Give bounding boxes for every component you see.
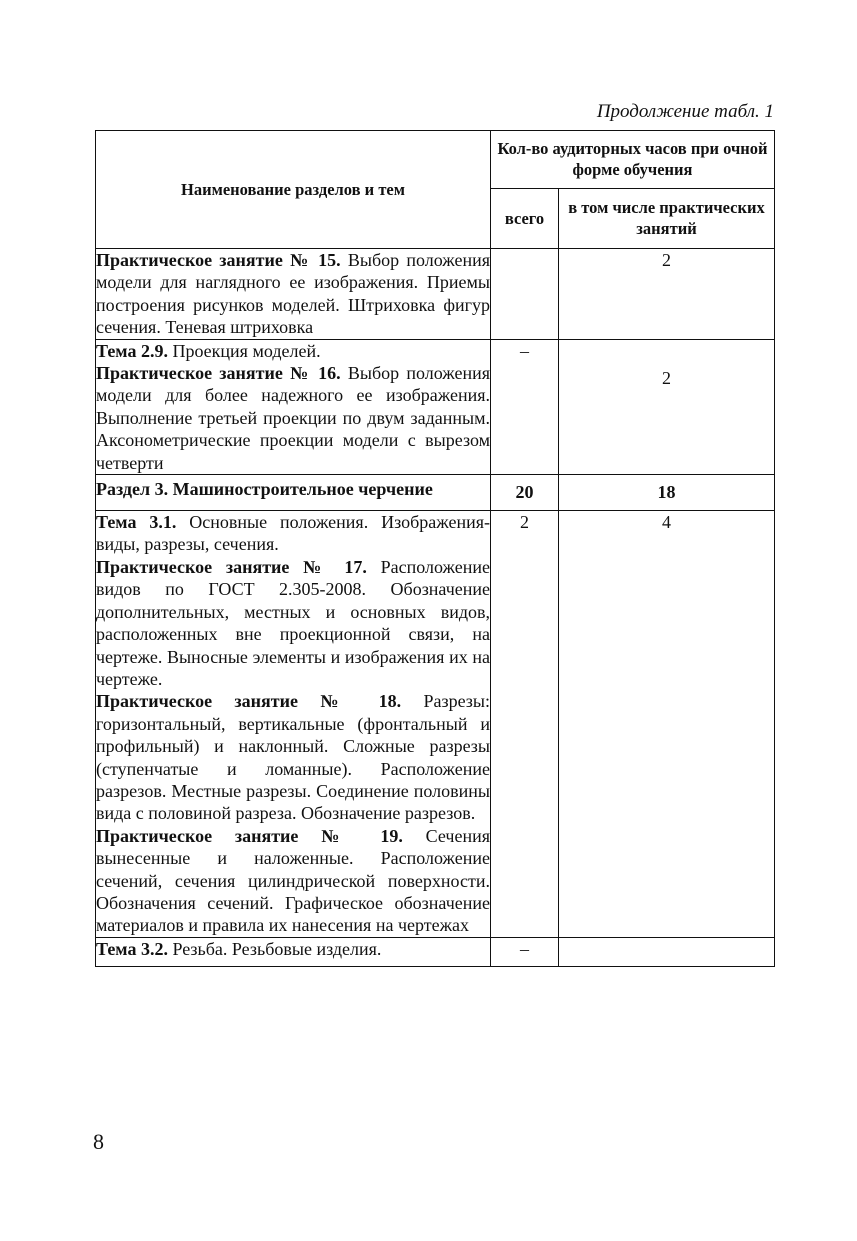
lesson-text: Расположение видов по ГОСТ 2.305-2008. Обозначение дополнительных, местных и основных видов, расположенных вне проекционной связи, на чертеже. Выносные элементы и изображения их на чертеже.	[96, 556, 490, 689]
lesson-label: Практическое занятие № 18.	[96, 691, 402, 712]
table-row	[96, 511, 775, 938]
section-total-hours: 20	[491, 475, 559, 511]
header-section-names: Наименование разделов и тем	[96, 131, 491, 249]
table-row	[96, 339, 775, 474]
lesson-text: Выбор положения модели для наглядного ее изображения. Приемы построения рисунков моделей. Штриховка фигур сечения. Теневая штриховка	[96, 250, 491, 338]
total-hours: 2	[491, 511, 559, 938]
practical-hours: 2	[559, 339, 775, 474]
lesson-text: Сечения вынесенные и наложенные. Расположение сечений, сечения цилиндрической поверхности. Обозначения сечений. Графическое обозначение материалов и правила их нанесения на чертежах	[96, 825, 491, 936]
topic-label: Тема 3.2.	[96, 938, 168, 959]
page-number: 8	[93, 1129, 104, 1154]
lesson-label: Практическое занятие № 15.	[96, 250, 341, 270]
topic-text: Резьба. Резьбовые изделия.	[167, 938, 382, 959]
curriculum-table	[95, 130, 775, 967]
header-total: всего	[491, 188, 559, 248]
topic-label: Тема 3.1.	[96, 512, 177, 533]
table-row	[96, 937, 775, 966]
row-description	[96, 249, 491, 340]
lesson-text: Разрезы: горизонтальный, вертикальные (фронтальный и профильный) и наклонный. Сложные разрезы (ступенчатые и ломанные). Расположение разрезов. Местные разрезы. Соединение половины вида с половиной разреза. Обозначение разрезов.	[96, 691, 491, 824]
header-practical: в том числе практических занятий	[559, 188, 775, 248]
lesson-label: Практическое занятие № 19.	[96, 825, 403, 846]
practical-hours: 4	[559, 511, 775, 938]
lesson-label: Практическое занятие № 17.	[96, 556, 367, 577]
header-hours: Кол-во аудиторных часов при очной форме обучения	[491, 131, 775, 189]
total-hours: –	[491, 339, 559, 474]
section-row	[96, 475, 775, 511]
total-hours: –	[491, 937, 559, 966]
row-description	[96, 339, 491, 474]
topic-text: Проекция моделей.	[167, 340, 321, 361]
topic-label: Тема 2.9.	[96, 340, 168, 361]
table-caption: Продолжение табл. 1	[596, 101, 774, 122]
row-description	[96, 511, 491, 938]
topic-text: Основные положения. Изображения-виды, разрезы, сечения.	[96, 512, 490, 555]
total-hours	[491, 249, 559, 340]
practical-hours	[559, 937, 775, 966]
row-description	[96, 937, 491, 966]
section-title: Раздел 3. Машиностроительное черчение	[96, 475, 491, 511]
lesson-label: Практическое занятие № 16.	[96, 363, 341, 384]
lesson-text: Выбор положения модели для более надежного ее изображения. Выполнение третьей проекции по двум заданным. Аксонометрические проекции модели с вырезом четверти	[96, 363, 491, 473]
section-practical-hours: 18	[559, 475, 775, 511]
practical-hours: 2	[559, 249, 775, 340]
table-row	[96, 249, 775, 340]
